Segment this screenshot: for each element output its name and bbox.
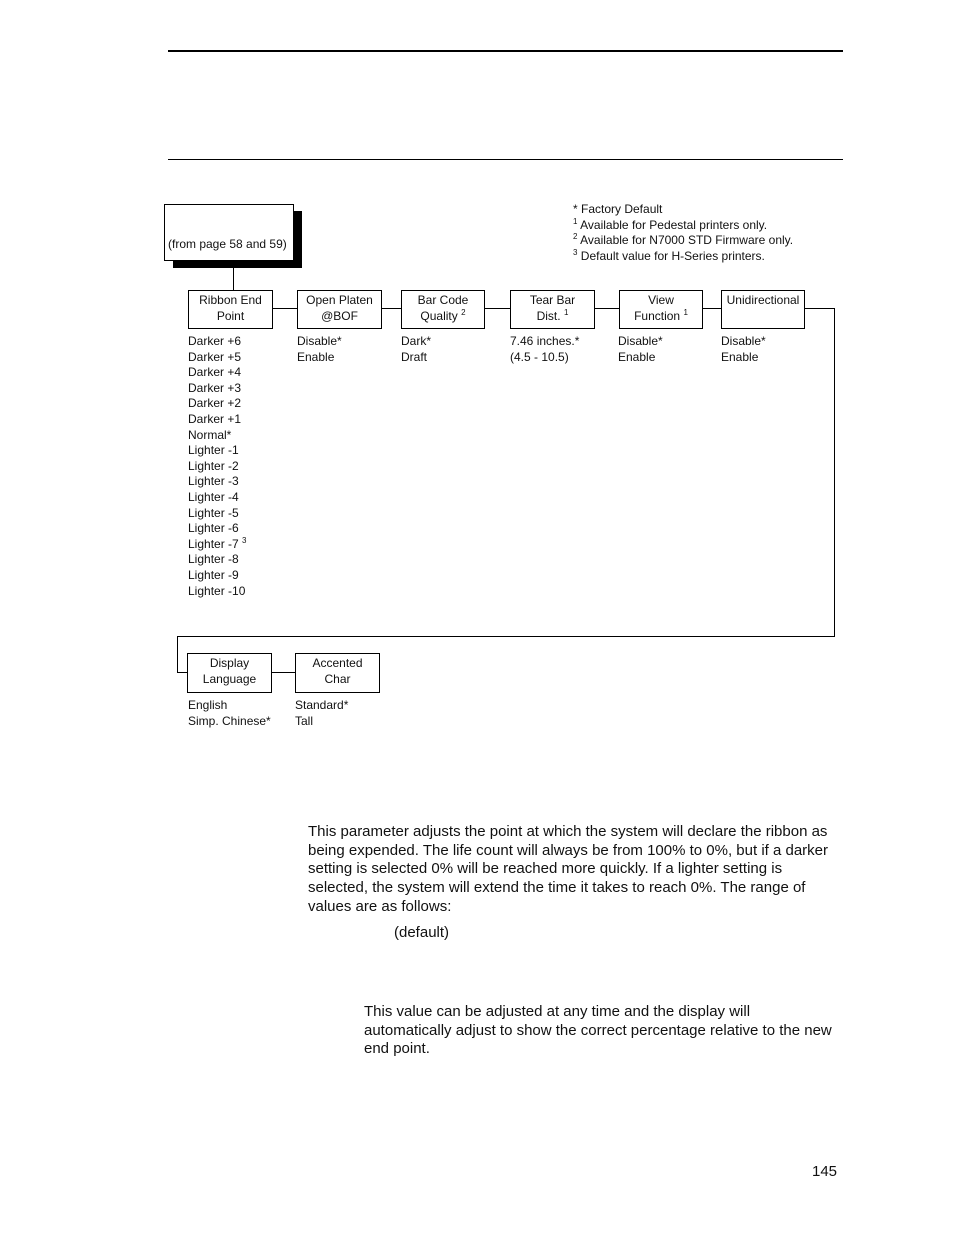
footnote-legend (573, 202, 793, 264)
legend-note-1: $^1$ Available for Pedestal printers only. (573, 216, 768, 232)
menu-box-view-function (619, 290, 703, 329)
options-open-platen (297, 334, 342, 365)
option-item: Enable (618, 349, 656, 364)
menu-box-label: Tear Bar (529, 293, 576, 307)
option-item: Simp. Chinese* (188, 713, 271, 728)
connector (485, 308, 510, 309)
legend-note-2: $^2$ Available for N7000 STD Firmware only. (573, 232, 794, 248)
option-item: Lighter -4 (188, 489, 239, 504)
option-item: Darker +4 (188, 365, 242, 380)
option-item: Draft (401, 349, 428, 364)
options-view-function (618, 334, 663, 365)
menu-box-label: View (648, 293, 674, 307)
option-item: Enable (721, 349, 759, 364)
menu-box-open-platen (297, 290, 382, 329)
option-item: 7.46 inches.* (510, 334, 580, 348)
option-item: (4.5 - 10.5) (510, 349, 569, 364)
connector (805, 308, 835, 309)
option-item: Tall (295, 713, 314, 728)
menu-box-tear-bar-dist (510, 290, 595, 329)
section-rule (168, 159, 843, 160)
option-item: Darker +2 (188, 396, 242, 411)
option-item: English (188, 698, 228, 712)
option-item: Disable* (618, 334, 663, 348)
option-item: Darker +3 (188, 380, 242, 395)
connector (177, 636, 178, 673)
options-unidirectional (721, 334, 766, 365)
note-paragraph: This value can be adjusted at any time and the display will automatically adjust to show the correct percentage relative to the new end point. (364, 1003, 832, 1058)
menu-box-bar-code-quality (401, 290, 485, 329)
option-item: Standard* (295, 698, 349, 712)
connector (595, 308, 619, 309)
menu-box-label: Open Platen (306, 293, 373, 307)
option-item: Dark* (401, 334, 432, 348)
option-item: Darker +1 (188, 411, 242, 426)
options-accented-char (295, 698, 348, 729)
option-item: Enable (297, 349, 335, 364)
menu-box-label: @BOF (321, 308, 358, 323)
option-item: Disable* (721, 334, 766, 348)
connector (273, 308, 297, 309)
option-item: Lighter -2 (188, 458, 239, 473)
menu-box-display-language (187, 653, 272, 693)
description-paragraph: This parameter adjusts the point at which the system will declare the ribbon as being expended. The life count will always be from 100% to 0%, but if a darker setting is selected 0% will be reached more quickly. If a lighter setting is selected, the system will extend the time it takes to reach 0%. The range of values are as follows: (308, 823, 829, 915)
legend-note-3: $^3$ Default value for H-Series printers. (573, 247, 765, 263)
menu-box-label: Language (202, 671, 257, 686)
page-number: 145 (812, 1163, 838, 1180)
options-tear-bar-dist (510, 334, 579, 365)
menu-box-label: Accented (312, 656, 363, 670)
legend-factory-default: * Factory Default (573, 202, 663, 216)
menu-box-label: Point (216, 308, 245, 323)
option-item: Lighter -8 (188, 552, 239, 567)
menu-box-accented-char (295, 653, 380, 693)
header-rule (168, 50, 843, 52)
connector-origin (233, 261, 234, 291)
options-ribbon-end-point (188, 334, 247, 599)
menu-box-ribbon-end-point (188, 290, 273, 329)
menu-box-label: Display (209, 656, 250, 670)
connector (177, 636, 835, 637)
options-display-language (188, 698, 271, 729)
menu-box-label: Bar Code (417, 293, 469, 307)
connector (177, 672, 187, 673)
option-item: Lighter -6 (188, 521, 239, 536)
origin-box (164, 204, 294, 261)
option-item: Lighter -5 (188, 505, 239, 520)
options-bar-code-quality (401, 334, 431, 365)
menu-box-label: Quality $^2$ (420, 307, 466, 323)
menu-box-label: Unidirectional (726, 293, 800, 307)
option-item: Normal* (188, 427, 232, 442)
connector (271, 672, 295, 673)
option-item: Lighter -3 (188, 474, 239, 489)
menu-box-label: Dist. $^1$ (536, 307, 569, 323)
default-label: (default) (394, 924, 450, 941)
menu-box-label: Function $^1$ (634, 307, 688, 323)
menu-box-label: Char (324, 671, 351, 686)
option-item: Lighter -1 (188, 443, 239, 458)
option-item: Lighter -10 (188, 583, 246, 598)
connector (382, 308, 401, 309)
menu-box-label: Ribbon End (199, 293, 262, 307)
option-item: Disable* (297, 334, 342, 348)
option-item: Lighter -9 (188, 567, 239, 582)
connector (834, 308, 835, 637)
option-item: Darker +5 (188, 349, 242, 364)
option-item: Darker +6 (188, 334, 242, 348)
connector (703, 308, 721, 309)
option-item: Lighter -7 $^3$ (188, 535, 247, 551)
menu-box-unidirectional (721, 290, 805, 329)
origin-text: (from page 58 and 59) (168, 237, 287, 251)
